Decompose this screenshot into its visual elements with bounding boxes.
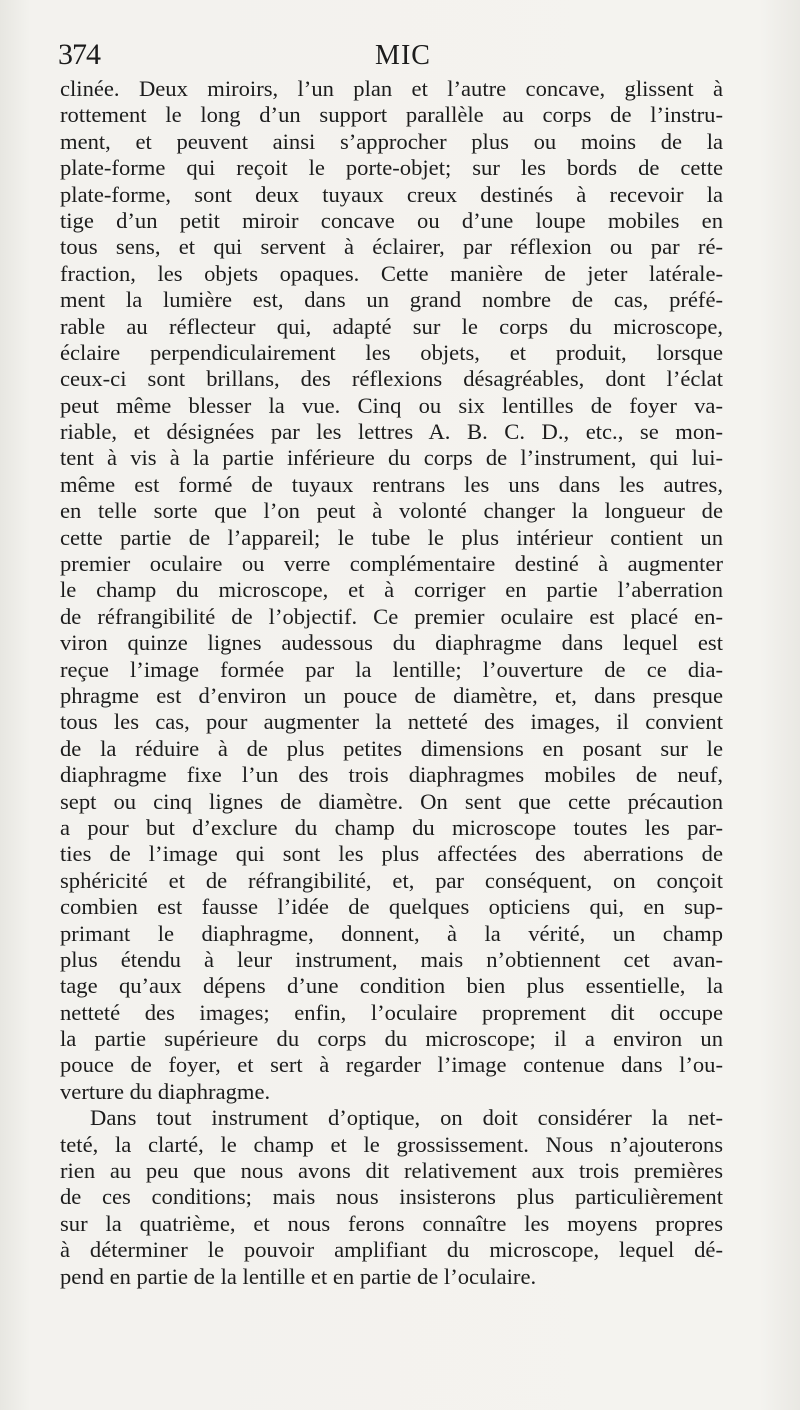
text-line: reçue l’image formée par la lentille; l’ouverture de ce dia- (60, 656, 723, 682)
text-line: éclaire perpendiculairement les objets, et produit, lorsque (60, 339, 723, 365)
page-header (58, 38, 748, 78)
text-line: Dans tout instrument d’optique, on doit considérer la net- (90, 1105, 723, 1131)
text-line: clinée. Deux miroirs, l’un plan et l’autre concave, glissent à (60, 76, 723, 101)
text-line: peut même blesser la vue. Cinq ou six lentilles de foyer va- (60, 392, 723, 418)
text-line: le champ du microscope, et à corriger en partie l’aberration (60, 577, 723, 603)
text-line: combien est fausse l’idée de quelques opticiens qui, en sup- (60, 894, 723, 920)
text-line: à déterminer le pouvoir amplifiant du microscope, lequel dé- (60, 1237, 723, 1263)
text-line: la partie supérieure du corps du microscope; il a environ un (60, 1026, 723, 1052)
text-line: sphéricité et de réfrangibilité, et, par conséquent, on conçoit (60, 867, 723, 893)
text-line: rien au peu que nous avons dit relativement aux trois premières (60, 1158, 723, 1184)
text-line: tous les cas, pour augmenter la netteté des images, il convient (60, 709, 723, 735)
text-line: même est formé de tuyaux rentrans les uns dans les autres, (60, 471, 723, 497)
text-line: plate-forme, sont deux tuyaux creux destinés à recevoir la (60, 181, 723, 207)
body-text (60, 76, 723, 1290)
text-line: plus étendu à leur instrument, mais n’obtiennent cet avan- (60, 946, 723, 972)
text-line: en telle sorte que l’on peut à volonté changer la longueur de (60, 498, 723, 524)
text-line: ment, et peuvent ainsi s’approcher plus ou moins de la (60, 128, 723, 154)
text-line: sept ou cinq lignes de diamètre. On sent que cette précaution (60, 788, 723, 814)
text-line: rable au réflecteur qui, adapté sur le corps du microscope, (60, 313, 723, 339)
text-line: plate-forme qui reçoit le porte-objet; sur les bords de cette (60, 155, 723, 181)
text-line: verture du diaphragme. (60, 1078, 271, 1104)
text-line: rottement le long d’un support parallèle au corps de l’instru- (60, 102, 723, 128)
text-line: tage qu’aux dépens d’une condition bien plus essentielle, la (60, 973, 723, 999)
text-line: cette partie de l’appareil; le tube le plus intérieur contient un (60, 524, 723, 550)
text-line: tous sens, et qui servent à éclairer, par réflexion ou par ré- (60, 234, 723, 260)
text-line: pouce de foyer, et sert à regarder l’image contenue dans l’ou- (60, 1052, 723, 1078)
text-line: pend en partie de la lentille et en partie de l’oculaire. (60, 1263, 537, 1289)
text-line: premier oculaire ou verre complémentaire destiné à augmenter (60, 551, 723, 577)
text-line: tige d’un petit miroir concave ou d’une loupe mobiles en (60, 207, 723, 233)
running-head: MIC (375, 40, 431, 71)
text-line: fraction, les objets opaques. Cette manière de jeter latérale- (60, 260, 723, 286)
text-line: ties de l’image qui sont les plus affectées des aberrations de (60, 841, 723, 867)
text-line: ceux-ci sont brillans, des réflexions désagréables, dont l’éclat (60, 366, 723, 392)
text-line: diaphragme fixe l’un des trois diaphragmes mobiles de neuf, (60, 762, 723, 788)
text-line: ment la lumière est, dans un grand nombre de cas, préfé- (60, 287, 723, 313)
text-line: netteté des images; enfin, l’oculaire proprement dit occupe (60, 999, 723, 1025)
text-line: riable, et désignées par les lettres A. B. C. D., etc., se mon- (60, 419, 723, 445)
text-line: tent à vis à la partie inférieure du corps de l’instrument, qui lui- (60, 445, 723, 471)
text-line: de la réduire à de plus petites dimensions en posant sur le (60, 735, 723, 761)
text-line: de ces conditions; mais nous insisterons plus particulièrement (60, 1184, 723, 1210)
text-line: teté, la clarté, le champ et le grossissement. Nous n’ajouterons (60, 1131, 723, 1157)
text-line: phragme est d’environ un pouce de diamètre, et, dans presque (60, 682, 723, 708)
text-line: primant le diaphragme, donnent, à la vérité, un champ (60, 920, 723, 946)
text-line: sur la quatrième, et nous ferons connaître les moyens propres (60, 1210, 723, 1236)
text-line: de réfrangibilité de l’objectif. Ce premier oculaire est placé en- (60, 603, 723, 629)
text-line: a pour but d’exclure du champ du microscope toutes les par- (60, 814, 723, 840)
page-number: 374 (58, 38, 100, 71)
text-line: viron quinze lignes audessous du diaphragme dans lequel est (60, 630, 723, 656)
